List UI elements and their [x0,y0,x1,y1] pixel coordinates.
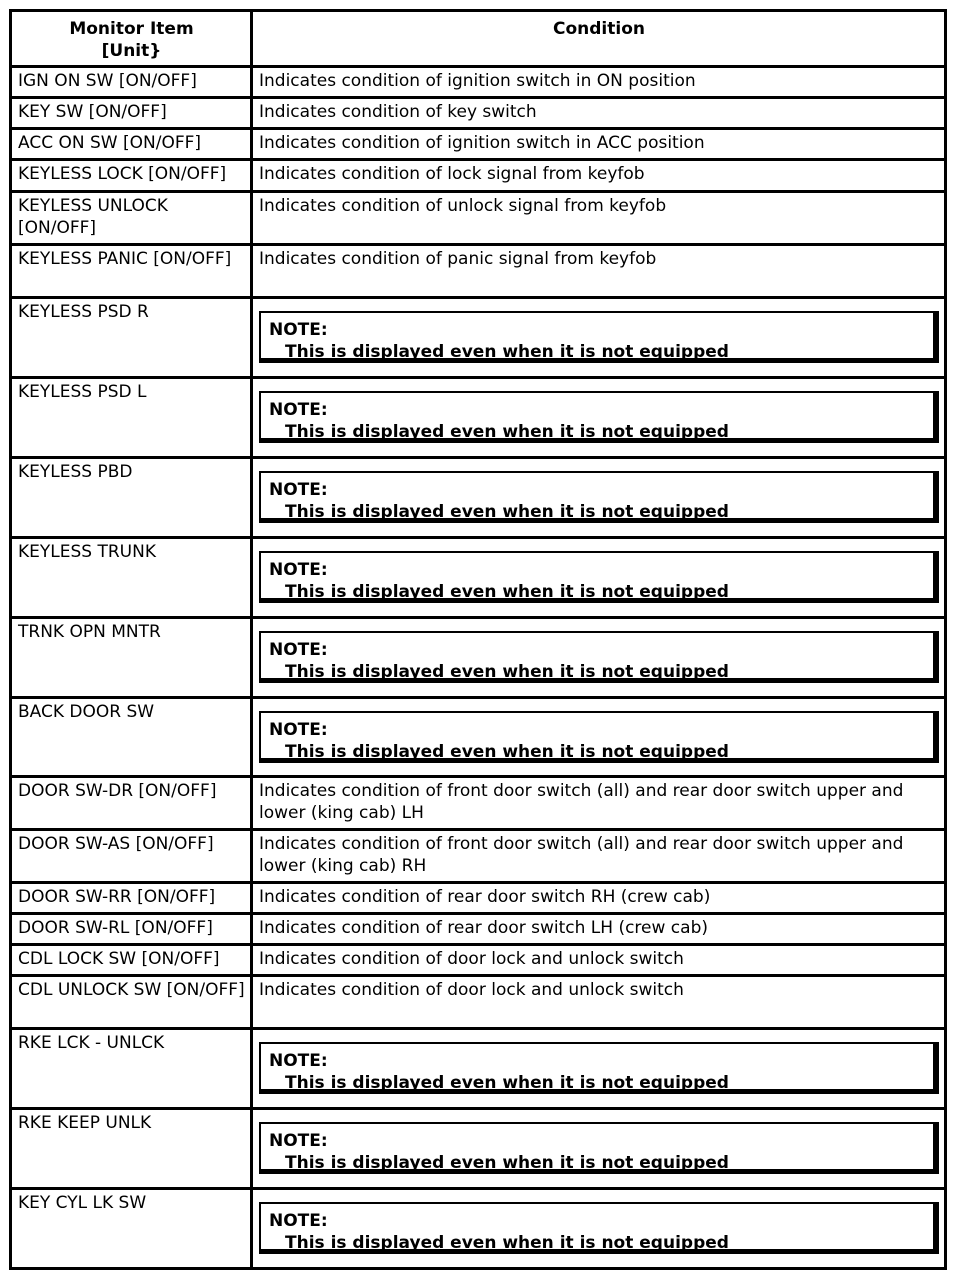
note-box [259,311,939,363]
monitor-item-cell: KEY SW [ON/OFF] [11,98,252,129]
note-text: This is displayed even when it is not equipped [285,1073,729,1093]
monitor-item-cell: RKE LCK - UNLCK [11,1029,252,1109]
header-item-line2: [Unit} [101,41,162,61]
note-label: NOTE: [269,640,328,660]
monitor-item-cell: DOOR SW-DR [ON/OFF] [11,777,252,830]
monitor-item-cell: RKE KEEP UNLK [11,1109,252,1189]
condition-cell: Indicates condition of unlock signal from keyfob [252,192,946,245]
condition-cell: Indicates condition of door lock and unlock switch [252,945,946,976]
note-text: This is displayed even when it is not equipped [285,342,729,362]
condition-cell: Indicates condition of rear door switch RH (crew cab) [252,883,946,914]
condition-cell [252,1029,946,1109]
note-text: This is displayed even when it is not equipped [285,582,729,602]
condition-cell [252,538,946,618]
condition-cell: Indicates condition of front door switch (all) and rear door switch upper and lower (king cab) RH [252,830,946,883]
table-row [11,976,946,1029]
monitor-item-cell: KEY CYL LK SW [11,1189,252,1269]
table-row [11,945,946,976]
condition-cell: Indicates condition of ignition switch in ACC position [252,129,946,160]
monitor-item-cell: DOOR SW-RR [ON/OFF] [11,883,252,914]
header-monitor-item [11,11,252,67]
note-label: NOTE: [269,400,328,420]
note-box [259,391,939,443]
table-row [11,160,946,192]
monitor-item-cell: KEYLESS PANIC [ON/OFF] [11,245,252,298]
note-box [259,711,939,763]
table-row [11,192,946,245]
condition-cell: Indicates condition of door lock and unlock switch [252,976,946,1029]
condition-cell [252,1109,946,1189]
condition-cell [252,618,946,698]
note-label: NOTE: [269,560,328,580]
note-box [259,1122,939,1174]
monitor-item-cell: ACC ON SW [ON/OFF] [11,129,252,160]
table-row [11,538,946,618]
condition-cell: Indicates condition of ignition switch in ON position [252,67,946,98]
note-box [259,471,939,523]
note-box [259,1202,939,1254]
table-row [11,698,946,777]
table-header-row [11,11,946,67]
monitor-item-cell: KEYLESS PSD R [11,298,252,378]
condition-cell [252,1189,946,1269]
monitor-item-cell: DOOR SW-AS [ON/OFF] [11,830,252,883]
condition-cell: Indicates condition of lock signal from keyfob [252,160,946,192]
table-row [11,914,946,945]
table-body [11,67,946,1269]
table-row [11,458,946,538]
table-row [11,1109,946,1189]
note-text: This is displayed even when it is not equipped [285,1153,729,1173]
table-row [11,245,946,298]
monitor-item-cell: DOOR SW-RL [ON/OFF] [11,914,252,945]
monitor-item-cell: KEYLESS TRUNK [11,538,252,618]
note-text: This is displayed even when it is not equipped [285,422,729,442]
note-text: This is displayed even when it is not equipped [285,742,729,762]
table-row [11,298,946,378]
condition-cell: Indicates condition of key switch [252,98,946,129]
note-label: NOTE: [269,1211,328,1231]
condition-cell [252,458,946,538]
note-label: NOTE: [269,1051,328,1071]
condition-cell [252,378,946,458]
note-box [259,631,939,683]
table-row [11,830,946,883]
header-condition: Condition [252,11,946,67]
note-text: This is displayed even when it is not equipped [285,502,729,522]
condition-cell [252,298,946,378]
monitor-item-cell: CDL LOCK SW [ON/OFF] [11,945,252,976]
monitor-item-cell: BACK DOOR SW [11,698,252,777]
monitor-item-table [9,9,947,1270]
table-row [11,1029,946,1109]
note-label: NOTE: [269,1131,328,1151]
condition-cell: Indicates condition of rear door switch LH (crew cab) [252,914,946,945]
note-label: NOTE: [269,720,328,740]
monitor-item-cell: KEYLESS UNLOCK [ON/OFF] [11,192,252,245]
table-row [11,883,946,914]
note-text: This is displayed even when it is not equipped [285,1233,729,1253]
table-row [11,98,946,129]
condition-cell [252,698,946,777]
condition-cell: Indicates condition of panic signal from keyfob [252,245,946,298]
monitor-item-cell: CDL UNLOCK SW [ON/OFF] [11,976,252,1029]
monitor-item-cell: KEYLESS LOCK [ON/OFF] [11,160,252,192]
monitor-item-cell: IGN ON SW [ON/OFF] [11,67,252,98]
header-item-line1: Monitor Item [69,19,194,39]
note-box [259,1042,939,1094]
table-row [11,618,946,698]
note-label: NOTE: [269,320,328,340]
table-row [11,129,946,160]
table-row [11,378,946,458]
monitor-item-cell: TRNK OPN MNTR [11,618,252,698]
note-text: This is displayed even when it is not equipped [285,662,729,682]
note-label: NOTE: [269,480,328,500]
table-row [11,1189,946,1269]
monitor-item-cell: KEYLESS PSD L [11,378,252,458]
monitor-item-cell: KEYLESS PBD [11,458,252,538]
condition-cell: Indicates condition of front door switch (all) and rear door switch upper and lower (king cab) LH [252,777,946,830]
table-row [11,777,946,830]
table-row [11,67,946,98]
note-box [259,551,939,603]
